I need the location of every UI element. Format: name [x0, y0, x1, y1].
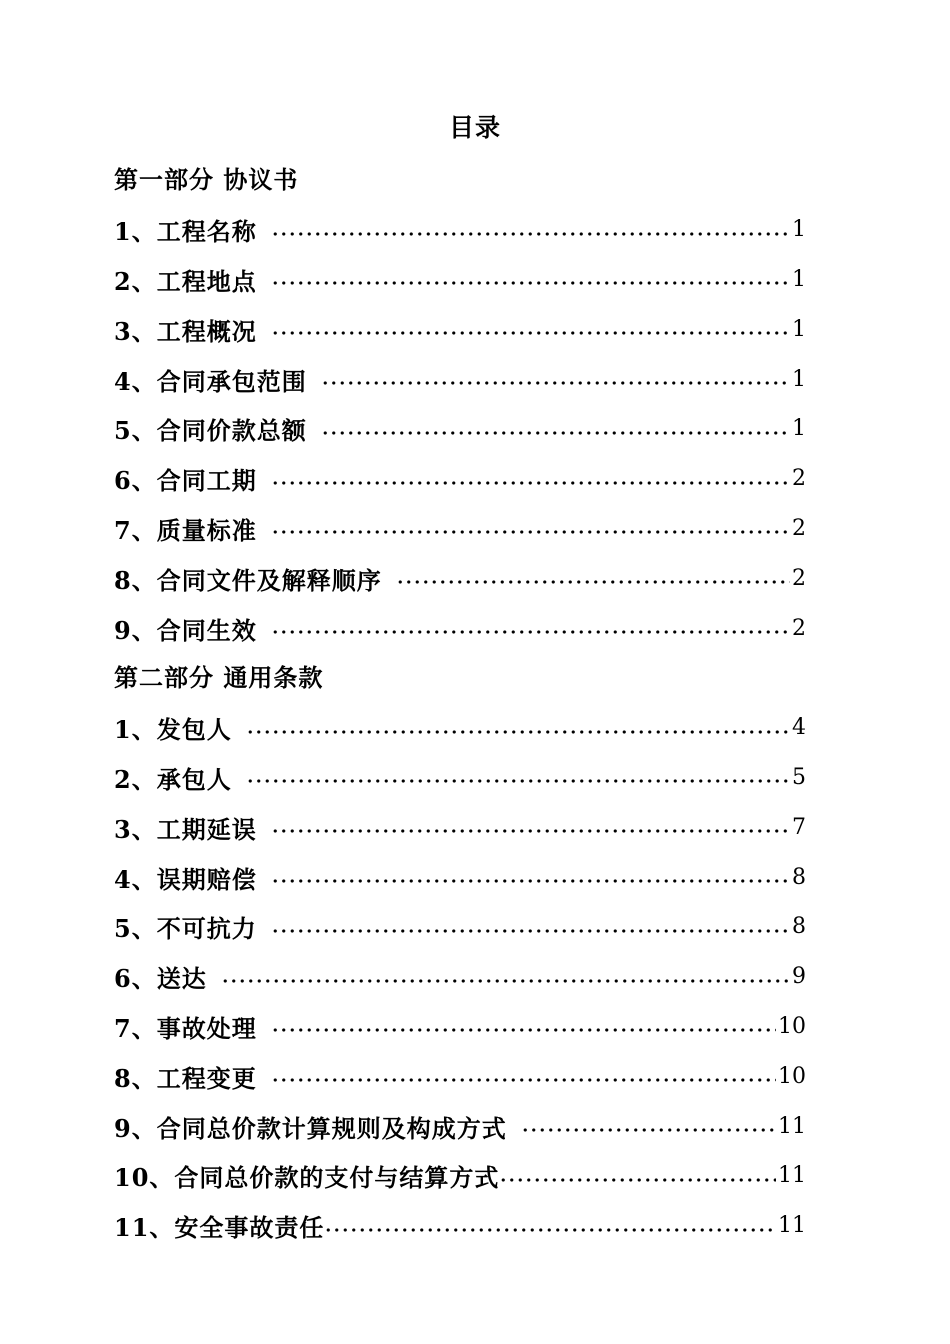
- dot-leader: [271, 877, 790, 885]
- toc-entry[interactable]: [114, 454, 806, 504]
- toc-entry-label: 8、合同文件及解释顺序: [114, 565, 382, 595]
- toc-entry-page: 10: [778, 1063, 806, 1089]
- toc-entry[interactable]: [114, 1051, 806, 1101]
- toc-list: [114, 155, 806, 1251]
- dot-leader: [271, 230, 790, 238]
- toc-entry-page: 9: [792, 964, 806, 990]
- dot-leader: [221, 977, 790, 985]
- toc-entry-page: 7: [792, 814, 806, 840]
- toc-entry-label: 9、合同总价款计算规则及构成方式: [114, 1113, 507, 1143]
- dot-leader: [271, 479, 790, 487]
- dot-leader: [499, 1176, 776, 1184]
- dot-leader: [521, 1126, 776, 1134]
- toc-entry-page: 1: [792, 266, 806, 292]
- dot-leader: [271, 1026, 776, 1034]
- dot-leader: [321, 379, 790, 387]
- toc-entry[interactable]: [114, 404, 806, 454]
- toc-entry[interactable]: [114, 504, 806, 554]
- toc-entry-label: 7、质量标准: [114, 515, 257, 545]
- toc-entry-page: 2: [792, 615, 806, 641]
- toc-entry-page: 11: [778, 1163, 806, 1189]
- toc-title: 目录: [448, 113, 501, 142]
- toc-entry-label: 3、工期延误: [114, 814, 257, 844]
- toc-entry[interactable]: [114, 1151, 806, 1201]
- toc-entry-label: 3、工程概况: [114, 316, 257, 346]
- toc-entry-label: 2、承包人: [114, 764, 232, 794]
- dot-leader: [271, 927, 790, 935]
- dot-leader: [271, 827, 790, 835]
- section-heading-part-2: 第二部分 通用条款: [114, 662, 324, 692]
- dot-leader: [271, 1076, 776, 1084]
- toc-entry-label: 4、误期赔偿: [114, 864, 257, 894]
- toc-entry[interactable]: [114, 902, 806, 952]
- toc-entry-label: 10、合同总价款的支付与结算方式: [114, 1163, 500, 1193]
- toc-entry-page: 1: [792, 366, 806, 392]
- toc-entry-label: 2、工程地点: [114, 266, 257, 296]
- toc-entry-label: 11、安全事故责任: [114, 1213, 325, 1243]
- toc-entry[interactable]: [114, 354, 806, 404]
- toc-entry-page: 2: [792, 565, 806, 591]
- toc-entry-label: 4、合同承包范围: [114, 366, 307, 396]
- dot-leader: [246, 777, 790, 785]
- toc-entry-page: 5: [792, 764, 806, 790]
- toc-entry-label: 1、工程名称: [114, 217, 257, 247]
- toc-entry[interactable]: [114, 952, 806, 1002]
- dot-leader: [271, 528, 790, 536]
- dot-leader: [321, 429, 790, 437]
- toc-entry-label: 8、工程变更: [114, 1063, 257, 1093]
- toc-entry-label: 6、送达: [114, 964, 207, 994]
- dot-leader: [246, 728, 790, 736]
- toc-entry-label: 5、不可抗力: [114, 914, 257, 944]
- dot-leader: [324, 1226, 776, 1234]
- dot-leader: [271, 329, 790, 337]
- toc-entry[interactable]: [114, 1201, 806, 1251]
- toc-entry[interactable]: [114, 802, 806, 852]
- toc-entry[interactable]: [114, 603, 806, 653]
- toc-entry[interactable]: [114, 304, 806, 354]
- toc-entry-page: 1: [792, 316, 806, 342]
- toc-entry[interactable]: [114, 553, 806, 603]
- toc-entry[interactable]: [114, 1101, 806, 1151]
- toc-entry-page: 8: [792, 914, 806, 940]
- toc-entry-label: 6、合同工期: [114, 466, 257, 496]
- dot-leader: [271, 279, 790, 287]
- toc-entry-label: 5、合同价款总额: [114, 416, 307, 446]
- toc-entry[interactable]: [114, 255, 806, 305]
- toc-entry[interactable]: [114, 205, 806, 255]
- toc-entry-label: 9、合同生效: [114, 615, 257, 645]
- dot-leader: [396, 578, 790, 586]
- toc-entry-label: 1、发包人: [114, 715, 232, 745]
- toc-entry[interactable]: [114, 703, 806, 753]
- section-heading-part-1: 第一部分 协议书: [114, 165, 299, 194]
- toc-entry-page: 1: [792, 217, 806, 243]
- toc-entry[interactable]: [114, 1002, 806, 1052]
- toc-entry-page: 2: [792, 466, 806, 492]
- toc-entry-label: 7、事故处理: [114, 1013, 257, 1043]
- toc-entry-page: 8: [792, 864, 806, 890]
- toc-entry-page: 4: [792, 715, 806, 741]
- toc-entry-page: 10: [778, 1013, 806, 1039]
- toc-entry-page: 2: [792, 515, 806, 541]
- toc-entry-page: 1: [792, 416, 806, 442]
- dot-leader: [271, 628, 790, 636]
- toc-entry[interactable]: [114, 852, 806, 902]
- toc-entry[interactable]: [114, 753, 806, 803]
- toc-entry-page: 11: [778, 1213, 806, 1239]
- toc-entry-page: 11: [778, 1113, 806, 1139]
